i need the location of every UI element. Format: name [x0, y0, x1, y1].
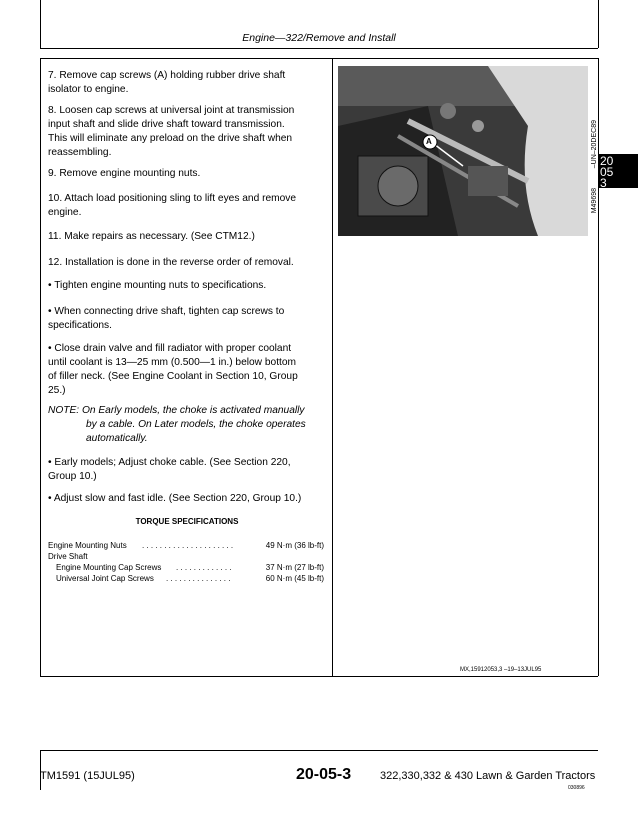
figure-code-date: –UN–20DEC89 [591, 120, 598, 169]
box-left [40, 58, 41, 676]
bullet-drive-shaft: • When connecting drive shaft, tighten cap screws to specifications. [48, 306, 285, 331]
bullet-tighten-nuts: • Tighten engine mounting nuts to specifications. [48, 280, 267, 291]
column-divider [332, 58, 333, 676]
manual-id: TM1591 (15JUL95) [40, 770, 135, 782]
choke-note: NOTE: On Early models, the choke is activated manually by a cable. On Later models, the choke operates automatically. [48, 405, 306, 444]
bullet-choke-cable: • Early models; Adjust choke cable. (See Section 220, Group 10.) [48, 457, 291, 482]
torque-row: Drive Shaft [48, 552, 88, 561]
header-rule [40, 48, 598, 49]
step-10: 10. Attach load positioning sling to lift eyes and remove engine. [48, 193, 297, 218]
page-title: Engine—322/Remove and Install [242, 32, 396, 44]
step-12: 12. Installation is done in the reverse order of removal. [48, 257, 294, 268]
page-number: 20-05-3 [296, 766, 352, 783]
top-right-rule [598, 0, 599, 48]
step-8: 8. Loosen cap screws at universal joint at transmission input shaft and slide drive shaft toward transmission. This will eliminate any preload on the drive shaft when reassembling. [48, 105, 295, 158]
box-top [40, 58, 598, 59]
figure-code-id: M49698 [591, 188, 598, 214]
bullet-idle: • Adjust slow and fast idle. (See Section 220, Group 10.) [48, 493, 302, 504]
torque-row: Engine Mounting Cap Screws . . . . . . . . . . . . . 37 N·m (27 lb-ft) [56, 563, 324, 572]
step-9: 9. Remove engine mounting nuts. [48, 168, 201, 179]
torque-row: Engine Mounting Nuts . . . . . . . . . . . . . . . . . . . . . 49 N·m (36 lb-ft) [48, 541, 324, 550]
step-11: 11. Make repairs as necessary. (See CTM12.) [48, 231, 255, 242]
section-tab: 20 05 3 [598, 154, 638, 188]
step-7: 7. Remove cap screws (A) holding rubber drive shaft isolator to engine. [48, 70, 286, 95]
box-right [598, 58, 599, 676]
manual-title: 322,330,332 & 430 Lawn & Garden Tractors [380, 770, 596, 782]
bullet-coolant: • Close drain valve and fill radiator with proper coolant until coolant is 13—25 mm (0.500—1 in.) below bottom of filler neck. (See Engine Coolant in Section 10, Group 25.) [48, 343, 298, 396]
footer-rule [40, 750, 598, 751]
reference-code: MX,15912053,3 –19–13JUL95 [460, 667, 542, 673]
box-bottom [40, 676, 598, 677]
footer-code: 030896 [568, 785, 585, 791]
torque-row: Universal Joint Cap Screws . . . . . . . . . . . . . . . 60 N·m (45 lb-ft) [56, 574, 324, 583]
engine-drive-shaft-photo [338, 66, 588, 236]
callout-a: A [426, 137, 432, 146]
torque-title: TORQUE SPECIFICATIONS [135, 517, 239, 526]
